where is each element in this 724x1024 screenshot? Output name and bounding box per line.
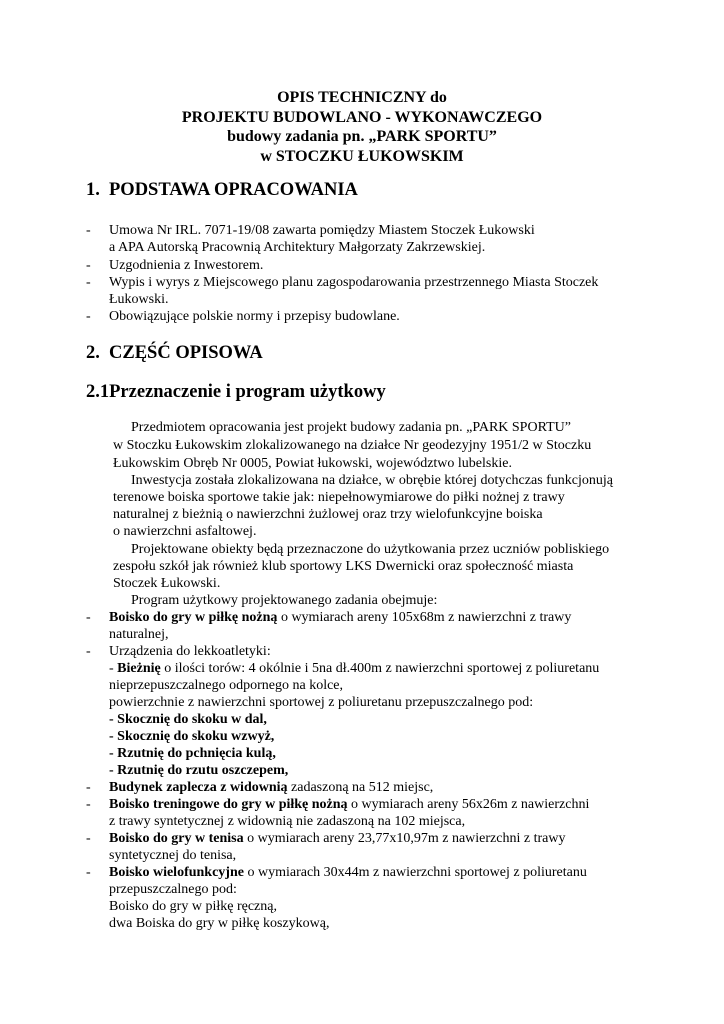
paragraph-3-line-3: Stoczek Łukowski.: [113, 576, 221, 591]
program-training-pitch: [109, 796, 589, 813]
program-football-pitch-line-2: naturalnej,: [109, 627, 169, 642]
program-running-track: [109, 660, 599, 677]
section-1-title: PODSTAWA OPRACOWANIA: [109, 180, 358, 200]
program-training-pitch-name: Boisko treningowe do gry w piłkę nożną: [109, 797, 348, 812]
program-training-pitch-desc: o wymiarach areny 56x26m z nawierzchni: [347, 797, 590, 812]
title-line-3: budowy zadania pn. „PARK SPORTU”: [227, 128, 497, 145]
paragraph-3-line-1: Projektowane obiekty będą przeznaczone do użytkowania przez uczniów pobliskiego: [131, 542, 610, 557]
program-long-jump: - Skocznię do skoku w dal,: [109, 712, 267, 727]
section-2-number: 2.: [86, 343, 100, 363]
program-running-track-desc: o ilości torów: 4 okólnie i 5na dł.400m z nawierzchni sportowej z poliuretanu: [160, 661, 600, 676]
title-line-1: OPIS TECHNICZNY do: [277, 89, 447, 106]
basis-item-4: Obowiązujące polskie normy i przepisy budowlane.: [109, 309, 400, 324]
section-2-title: CZĘŚĆ OPISOWA: [109, 343, 263, 363]
program-multi-court-line-4: dwa Boiska do gry w piłkę koszykową,: [109, 916, 330, 931]
program-football-pitch-name: Boisko do gry w piłkę nożną: [109, 610, 278, 625]
program-running-track-name: Bieżnię: [117, 661, 161, 676]
list-bullet: -: [86, 644, 91, 659]
list-bullet: -: [86, 780, 91, 795]
paragraph-2-line-3: naturalnej z bieżnią o nawierzchni żużlowej oraz trzy wielofunkcyjne boiska: [113, 507, 543, 522]
program-building-desc: zadaszoną na 512 miejsc,: [287, 780, 434, 795]
list-bullet: -: [86, 865, 91, 880]
program-tennis-court: [109, 830, 565, 847]
program-building-name: Budynek zaplecza z widownią: [109, 780, 288, 795]
program-multi-court-name: Boisko wielofunkcyjne: [109, 865, 244, 880]
section-1-heading: [86, 180, 358, 201]
paragraph-2-line-1: Inwestycja została zlokalizowana na działce, w obrębie której dotychczas funkcjonują: [131, 473, 614, 488]
program-multi-court-line-3: Boisko do gry w piłkę ręczną,: [109, 899, 277, 914]
paragraph-1-line-2: w Stoczku Łukowskim zlokalizowanego na działce Nr geodezyjny 1951/2 w Stoczku: [113, 438, 592, 453]
program-training-pitch-line-2: z trawy syntetycznej z widownią nie zadaszoną na 102 miejsca,: [109, 814, 466, 829]
program-surfaces: powierzchnie z nawierzchni sportowej z poliuretanu przepuszczalnego pod:: [109, 695, 534, 710]
paragraph-1-line-3: Łukowskim Obręb Nr 0005, Powiat łukowski, województwo lubelskie.: [113, 456, 512, 471]
basis-item-3-line-2: Łukowski.: [109, 292, 169, 307]
basis-item-3-line-1: Wypis i wyrys z Miejscowego planu zagospodarowania przestrzennego Miasta Stoczek: [109, 275, 599, 290]
basis-item-2: Uzgodnienia z Inwestorem.: [109, 258, 264, 273]
program-tennis-court-desc: o wymiarach areny 23,77x10,97m z nawierzchni z trawy: [243, 831, 566, 846]
program-athletics: Urządzenia do lekkoatletyki:: [109, 644, 271, 659]
paragraph-2-line-2: terenowe boiska sportowe takie jak: niepełnowymiarowe do piłki nożnej z trawy: [113, 490, 565, 505]
paragraph-1-line-1: Przedmiotem opracowania jest projekt budowy zadania pn. „PARK SPORTU”: [131, 420, 571, 435]
paragraph-3-line-2: zespołu szkół jak również klub sportowy LKS Dwernicki oraz społeczność miasta: [113, 559, 574, 574]
program-football-pitch: [109, 609, 571, 626]
document-title: [0, 88, 724, 166]
title-line-4: w STOCZKU ŁUKOWSKIM: [260, 147, 464, 165]
section-2-heading: [86, 343, 263, 364]
program-running-track-prefix: -: [109, 661, 118, 676]
program-building: [109, 779, 433, 796]
list-bullet: -: [86, 275, 91, 290]
list-bullet: -: [86, 610, 91, 625]
section-1-number: 1.: [86, 180, 100, 200]
program-javelin: - Rzutnię do rzutu oszczepem,: [109, 763, 289, 778]
program-tennis-court-name: Boisko do gry w tenisa: [109, 831, 244, 846]
paragraph-2-line-4: o nawierzchni asfaltowej.: [113, 524, 257, 539]
program-high-jump: - Skocznię do skoku wzwyż,: [109, 729, 275, 744]
program-multi-court-line-2: przepuszczalnego pod:: [109, 882, 237, 897]
program-multi-court-desc: o wymiarach 30x44m z nawierzchni sportowej z poliuretanu: [243, 865, 587, 880]
list-bullet: -: [86, 258, 91, 273]
program-football-pitch-desc: o wymiarach areny 105x68m z nawierzchni z trawy: [277, 610, 572, 625]
program-shot-put: - Rzutnię do pchnięcia kulą,: [109, 746, 276, 761]
program-multi-court: [109, 864, 587, 881]
basis-item-1-line-2: a APA Autorską Pracownią Architektury Małgorzaty Zakrzewskiej.: [109, 240, 486, 255]
program-tennis-court-line-2: syntetycznej do tenisa,: [109, 848, 237, 863]
list-bullet: -: [86, 797, 91, 812]
list-bullet: -: [86, 223, 91, 238]
section-2-1-number: 2.1: [86, 382, 110, 402]
title-line-2: PROJEKTU BUDOWLANO - WYKONAWCZEGO: [181, 108, 543, 126]
section-2-1-heading: [86, 382, 386, 403]
list-bullet: -: [86, 831, 91, 846]
paragraph-4: Program użytkowy projektowanego zadania obejmuje:: [131, 593, 438, 608]
basis-item-1-line-1: Umowa Nr IRL. 7071-19/08 zawarta pomiędzy Miastem Stoczek Łukowski: [109, 223, 535, 238]
list-bullet: -: [86, 309, 91, 324]
section-2-1-title: Przeznaczenie i program użytkowy: [109, 382, 386, 402]
program-running-track-line-2: nieprzepuszczalnego odpornego na kolce,: [109, 678, 344, 693]
